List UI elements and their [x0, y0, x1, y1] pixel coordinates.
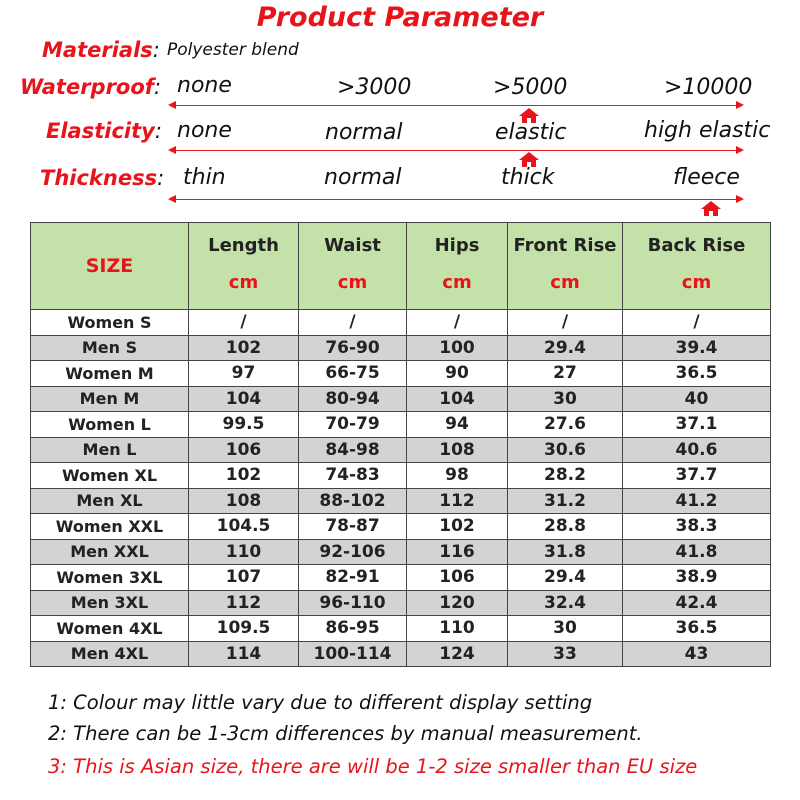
cell-length: 107	[189, 565, 299, 591]
column-header-waist: Waist cm	[299, 223, 407, 310]
cell-length: 114	[189, 641, 299, 667]
cell-length: 106	[189, 437, 299, 463]
table-row	[31, 539, 771, 565]
cell-size: Men 4XL	[31, 641, 189, 667]
cell-waist: 78-87	[299, 514, 407, 540]
cell-back-rise: 42.4	[623, 590, 771, 616]
column-header-back-rise: Back Rise cm	[623, 223, 771, 310]
thickness-label: Thickness:	[40, 166, 165, 190]
cell-length: 104.5	[189, 514, 299, 540]
cell-length: 110	[189, 539, 299, 565]
cell-waist: 80-94	[299, 386, 407, 412]
thickness-selected-marker-icon	[701, 201, 721, 217]
cell-hips: 120	[407, 590, 508, 616]
cell-back-rise: 37.7	[623, 463, 771, 489]
cell-hips: 108	[407, 437, 508, 463]
elasticity-scale-right-arrow-icon	[736, 146, 744, 154]
thickness-scale-line	[172, 199, 738, 200]
cell-front-rise: 27	[508, 361, 623, 387]
table-header-row	[31, 223, 771, 310]
column-header-hips: Hips cm	[407, 223, 508, 310]
cell-back-rise: 38.9	[623, 565, 771, 591]
waterproof-label: Waterproof:	[20, 75, 162, 99]
cell-hips: 110	[407, 616, 508, 642]
elasticity-option-normal: normal	[325, 120, 403, 145]
cell-length: 104	[189, 386, 299, 412]
cell-back-rise: 36.5	[623, 616, 771, 642]
cell-front-rise: 30	[508, 386, 623, 412]
cell-hips: 112	[407, 488, 508, 514]
cell-front-rise: 32.4	[508, 590, 623, 616]
cell-size: Men L	[31, 437, 189, 463]
cell-length: 102	[189, 463, 299, 489]
page-title: Product Parameter	[256, 2, 544, 33]
cell-waist: 66-75	[299, 361, 407, 387]
cell-length: 109.5	[189, 616, 299, 642]
materials-label: Materials:	[42, 38, 160, 62]
table-row	[31, 412, 771, 438]
cell-back-rise: 37.1	[623, 412, 771, 438]
cell-waist: 100-114	[299, 641, 407, 667]
cell-front-rise: 30	[508, 616, 623, 642]
cell-hips: /	[407, 310, 508, 336]
cell-back-rise: 41.2	[623, 488, 771, 514]
thickness-option-fleece: fleece	[673, 165, 740, 190]
cell-waist: /	[299, 310, 407, 336]
cell-size: Women M	[31, 361, 189, 387]
cell-size: Women L	[31, 412, 189, 438]
elasticity-option-high-elastic: high elastic	[644, 118, 771, 143]
thickness-scale-left-arrow-icon	[168, 195, 176, 203]
cell-front-rise: 31.2	[508, 488, 623, 514]
table-row	[31, 437, 771, 463]
cell-length: 102	[189, 335, 299, 361]
materials-value: Polyester blend	[167, 40, 299, 60]
size-column-header: SIZE	[31, 223, 189, 310]
table-row	[31, 590, 771, 616]
cell-hips: 116	[407, 539, 508, 565]
cell-hips: 124	[407, 641, 508, 667]
note-2: 2: There can be 1-3cm differences by manual measurement.	[48, 722, 643, 745]
cell-front-rise: 28.2	[508, 463, 623, 489]
cell-waist: 82-91	[299, 565, 407, 591]
waterproof-option-10000: >10000	[664, 75, 753, 100]
cell-size: Men XXL	[31, 539, 189, 565]
cell-size: Women 4XL	[31, 616, 189, 642]
cell-front-rise: 28.8	[508, 514, 623, 540]
cell-back-rise: 38.3	[623, 514, 771, 540]
cell-waist: 88-102	[299, 488, 407, 514]
elasticity-label: Elasticity:	[46, 119, 162, 143]
table-row	[31, 514, 771, 540]
cell-back-rise: 39.4	[623, 335, 771, 361]
thickness-scale-right-arrow-icon	[736, 195, 744, 203]
table-row	[31, 565, 771, 591]
table-row	[31, 310, 771, 336]
cell-length: 108	[189, 488, 299, 514]
cell-waist: 96-110	[299, 590, 407, 616]
waterproof-scale-line	[172, 105, 738, 106]
cell-size: Men 3XL	[31, 590, 189, 616]
elasticity-scale-line	[172, 150, 738, 151]
table-row	[31, 616, 771, 642]
waterproof-option-none: none	[177, 73, 232, 98]
cell-size: Women XXL	[31, 514, 189, 540]
cell-size: Men XL	[31, 488, 189, 514]
cell-back-rise: 43	[623, 641, 771, 667]
table-row	[31, 463, 771, 489]
cell-back-rise: 36.5	[623, 361, 771, 387]
thickness-option-normal: normal	[324, 165, 402, 190]
cell-length: /	[189, 310, 299, 336]
table-row	[31, 335, 771, 361]
cell-back-rise: 40	[623, 386, 771, 412]
column-header-front-rise: Front Rise cm	[508, 223, 623, 310]
cell-hips: 106	[407, 565, 508, 591]
waterproof-scale-left-arrow-icon	[168, 101, 176, 109]
cell-waist: 84-98	[299, 437, 407, 463]
cell-front-rise: 29.4	[508, 565, 623, 591]
cell-back-rise: /	[623, 310, 771, 336]
cell-front-rise: 27.6	[508, 412, 623, 438]
elasticity-option-none: none	[177, 118, 232, 143]
table-row	[31, 641, 771, 667]
elasticity-scale-left-arrow-icon	[168, 146, 176, 154]
cell-front-rise: 31.8	[508, 539, 623, 565]
column-header-length: Length cm	[189, 223, 299, 310]
cell-hips: 94	[407, 412, 508, 438]
table-row	[31, 488, 771, 514]
size-table	[30, 222, 771, 667]
cell-size: Women XL	[31, 463, 189, 489]
cell-hips: 98	[407, 463, 508, 489]
waterproof-option-5000: >5000	[493, 75, 568, 100]
cell-waist: 74-83	[299, 463, 407, 489]
cell-waist: 86-95	[299, 616, 407, 642]
cell-back-rise: 41.8	[623, 539, 771, 565]
cell-size: Women 3XL	[31, 565, 189, 591]
cell-front-rise: 33	[508, 641, 623, 667]
cell-size: Men M	[31, 386, 189, 412]
cell-waist: 70-79	[299, 412, 407, 438]
cell-hips: 104	[407, 386, 508, 412]
note-1: 1: Colour may little vary due to different display setting	[48, 691, 593, 714]
cell-size: Women S	[31, 310, 189, 336]
cell-front-rise: /	[508, 310, 623, 336]
cell-waist: 76-90	[299, 335, 407, 361]
elasticity-option-elastic: elastic	[495, 120, 567, 145]
cell-length: 99.5	[189, 412, 299, 438]
cell-length: 112	[189, 590, 299, 616]
cell-hips: 102	[407, 514, 508, 540]
table-row	[31, 386, 771, 412]
thickness-option-thin: thin	[183, 165, 226, 190]
waterproof-scale-right-arrow-icon	[736, 101, 744, 109]
cell-back-rise: 40.6	[623, 437, 771, 463]
cell-length: 97	[189, 361, 299, 387]
thickness-option-thick: thick	[501, 165, 555, 190]
cell-hips: 100	[407, 335, 508, 361]
table-row	[31, 361, 771, 387]
cell-front-rise: 30.6	[508, 437, 623, 463]
waterproof-option-3000: >3000	[337, 75, 412, 100]
note-3: 3: This is Asian size, there are will be 1-2 size smaller than EU size	[48, 755, 698, 778]
cell-hips: 90	[407, 361, 508, 387]
cell-size: Men S	[31, 335, 189, 361]
cell-front-rise: 29.4	[508, 335, 623, 361]
cell-waist: 92-106	[299, 539, 407, 565]
